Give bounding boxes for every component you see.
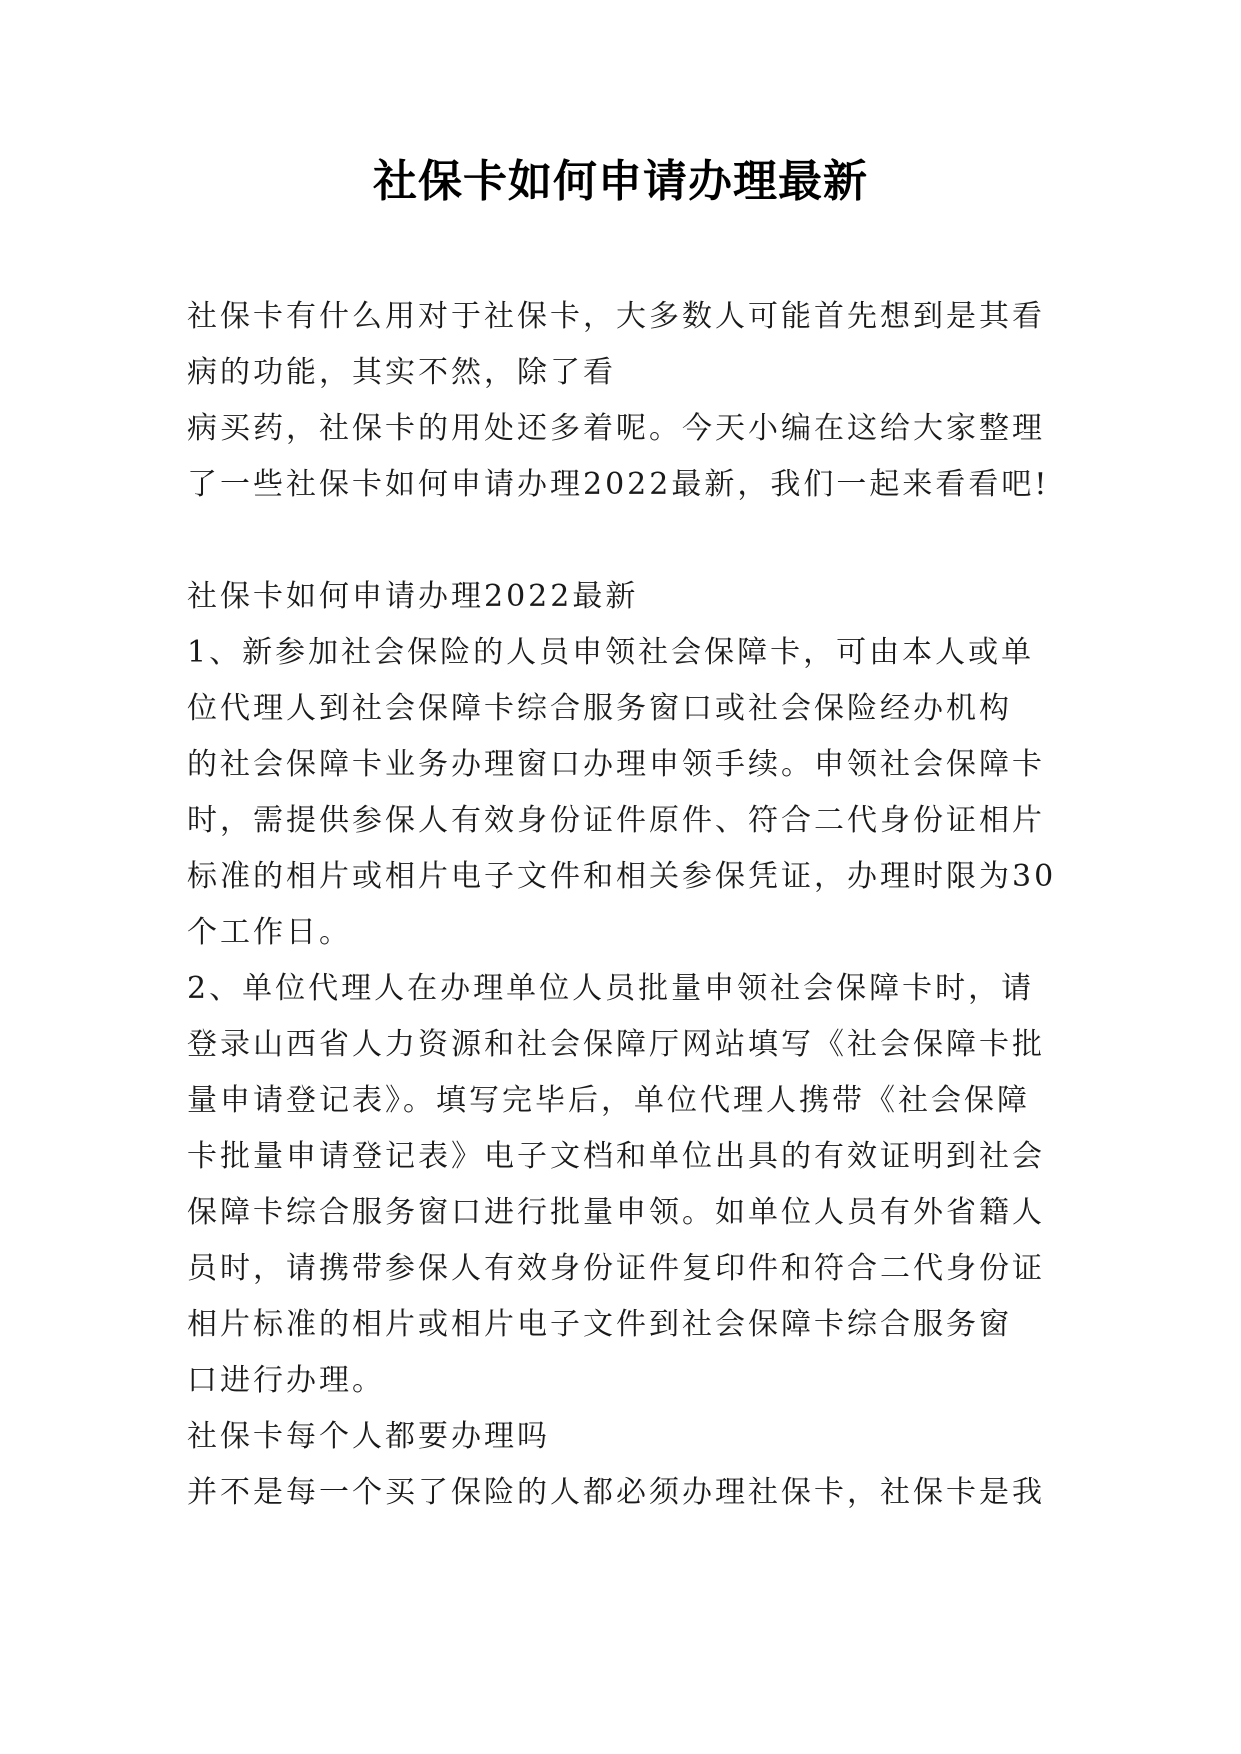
text-line: 2、单位代理人在办理单位人员批量申领社会保障卡时，请	[187, 971, 1035, 1006]
section-heading: 社保卡每个人都要办理吗	[187, 1419, 550, 1454]
text-line: 登录山西省人力资源和社会保障厅网站填写《社会保障卡批	[187, 1027, 1045, 1062]
text-line: 了一些社保卡如何申请办理2022最新，我们一起来看看吧!	[187, 467, 1050, 502]
text-line: 保障卡综合服务窗口进行批量申领。如单位人员有外省籍人	[187, 1195, 1045, 1230]
document-title: 社保卡如何申请办理最新	[373, 156, 868, 207]
text-line: 量申请登记表》。填写完毕后，单位代理人携带《社会保障	[187, 1083, 1030, 1118]
text-line: 并不是每一个买了保险的人都必须办理社保卡，社保卡是我	[187, 1475, 1045, 1510]
text-line: 病的功能，其实不然，除了看	[187, 355, 616, 390]
text-line: 员时，请携带参保人有效身份证件复印件和符合二代身份证	[187, 1251, 1045, 1286]
section-heading: 社保卡如何申请办理2022最新	[187, 579, 639, 614]
text-line: 相片标准的相片或相片电子文件到社会保障卡综合服务窗	[187, 1307, 1012, 1342]
text-line: 位代理人到社会保障卡综合服务窗口或社会保险经办机构	[187, 691, 1012, 726]
text-line: 个工作日。	[187, 915, 352, 950]
text-line: 卡批量申请登记表》电子文档和单位出具的有效证明到社会	[187, 1139, 1045, 1174]
text-line: 1、新参加社会保险的人员申领社会保障卡，可由本人或单	[187, 635, 1035, 670]
document-body	[187, 289, 1067, 1521]
text-line: 病买药，社保卡的用处还多着呢。今天小编在这给大家整理	[187, 411, 1045, 446]
paragraph-gap	[187, 513, 1067, 569]
text-line: 社保卡有什么用对于社保卡，大多数人可能首先想到是其看	[187, 299, 1045, 334]
text-line: 的社会保障卡业务办理窗口办理申领手续。申领社会保障卡	[187, 747, 1045, 782]
text-line: 口进行办理。	[187, 1363, 385, 1398]
text-line: 时，需提供参保人有效身份证件原件、符合二代身份证相片	[187, 803, 1045, 838]
text-line: 标准的相片或相片电子文件和相关参保凭证，办理时限为30	[187, 859, 1057, 894]
